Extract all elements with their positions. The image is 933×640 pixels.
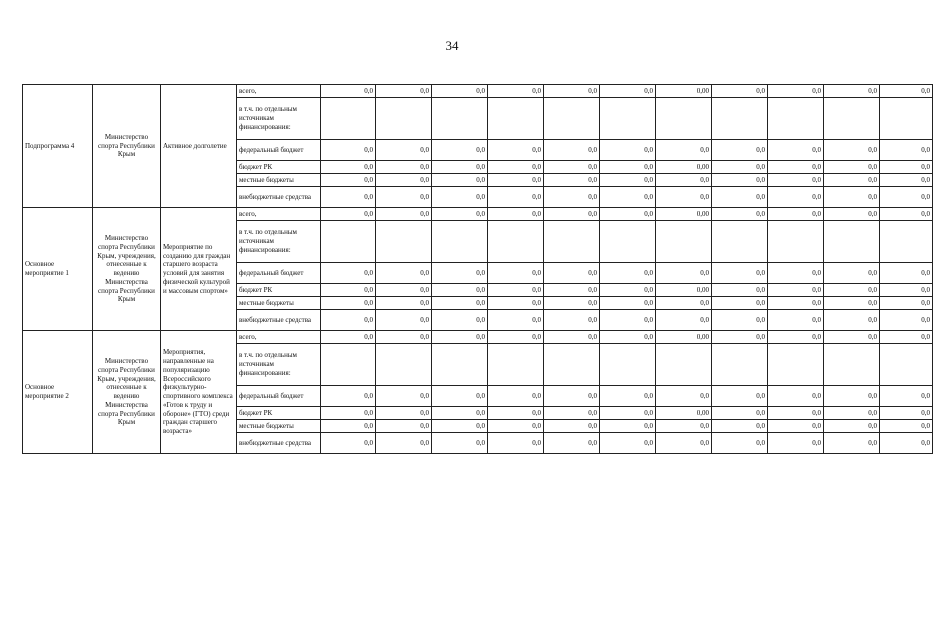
value-cell: 0,0: [321, 386, 376, 407]
value-cell: 0,0: [712, 208, 768, 221]
measure-cell: Активное долголетие: [161, 85, 237, 208]
value-cell: 0,0: [544, 297, 600, 310]
value-cell: [656, 344, 712, 386]
value-cell: 0,0: [656, 386, 712, 407]
value-cell: 0,0: [432, 263, 488, 284]
value-cell: 0,0: [768, 407, 824, 420]
value-cell: 0,0: [824, 208, 880, 221]
value-cell: 0,0: [488, 263, 544, 284]
value-cell: [544, 221, 600, 263]
value-cell: [600, 221, 656, 263]
value-cell: [432, 344, 488, 386]
funding-source-cell: местные бюджеты: [237, 420, 321, 433]
value-cell: 0,0: [600, 331, 656, 344]
value-cell: 0,0: [880, 85, 933, 98]
value-cell: 0,0: [488, 297, 544, 310]
funding-source-cell: федеральный бюджет: [237, 386, 321, 407]
value-cell: 0,0: [544, 263, 600, 284]
value-cell: 0,0: [488, 208, 544, 221]
value-cell: 0,0: [768, 161, 824, 174]
value-cell: 0,0: [600, 310, 656, 331]
value-cell: 0,0: [321, 174, 376, 187]
value-cell: 0,0: [321, 208, 376, 221]
value-cell: 0,0: [768, 386, 824, 407]
value-cell: [712, 344, 768, 386]
program-name-cell: Основное мероприятие 2: [23, 331, 93, 454]
value-cell: 0,0: [712, 284, 768, 297]
executor-cell: Министерство спорта Республики Крым, учреждения, отнесенные к ведению Министерства спорта Республики Крым: [93, 331, 161, 454]
value-cell: 0,0: [768, 263, 824, 284]
value-cell: 0,0: [880, 407, 933, 420]
program-name-cell: Основное мероприятие 1: [23, 208, 93, 331]
value-cell: 0,0: [544, 161, 600, 174]
value-cell: 0,0: [600, 161, 656, 174]
value-cell: 0,0: [432, 140, 488, 161]
funding-source-cell: внебюджетные средства: [237, 433, 321, 454]
value-cell: [544, 344, 600, 386]
value-cell: 0,0: [488, 140, 544, 161]
value-cell: 0,0: [432, 386, 488, 407]
value-cell: 0,0: [824, 297, 880, 310]
value-cell: [712, 98, 768, 140]
value-cell: 0,0: [488, 407, 544, 420]
value-cell: 0,0: [376, 174, 432, 187]
executor-cell: Министерство спорта Республики Крым: [93, 85, 161, 208]
value-cell: 0,0: [712, 263, 768, 284]
program-name-cell: Подпрограмма 4: [23, 85, 93, 208]
table-row: [23, 331, 933, 344]
value-cell: 0,00: [656, 331, 712, 344]
value-cell: 0,0: [712, 386, 768, 407]
value-cell: [544, 98, 600, 140]
table-row: [23, 208, 933, 221]
value-cell: 0,0: [712, 407, 768, 420]
value-cell: 0,0: [824, 433, 880, 454]
value-cell: 0,0: [768, 420, 824, 433]
value-cell: 0,0: [712, 433, 768, 454]
value-cell: 0,0: [880, 208, 933, 221]
funding-source-cell: в т.ч. по отдельным источникам финансирования:: [237, 344, 321, 386]
value-cell: 0,0: [544, 284, 600, 297]
value-cell: [880, 98, 933, 140]
value-cell: 0,0: [432, 161, 488, 174]
funding-source-cell: бюджет РК: [237, 407, 321, 420]
value-cell: 0,0: [656, 187, 712, 208]
value-cell: 0,0: [432, 174, 488, 187]
funding-source-cell: местные бюджеты: [237, 297, 321, 310]
value-cell: 0,0: [544, 174, 600, 187]
value-cell: 0,0: [376, 263, 432, 284]
value-cell: 0,0: [824, 263, 880, 284]
value-cell: 0,0: [656, 174, 712, 187]
value-cell: 0,0: [488, 331, 544, 344]
value-cell: 0,0: [880, 161, 933, 174]
value-cell: [880, 344, 933, 386]
value-cell: 0,0: [768, 297, 824, 310]
value-cell: 0,0: [432, 187, 488, 208]
value-cell: [824, 98, 880, 140]
budget-table: [22, 84, 933, 454]
value-cell: 0,0: [321, 433, 376, 454]
value-cell: 0,0: [712, 85, 768, 98]
measure-cell: Мероприятия, направленные на популяризацию Всероссийского физкультурно-спортивного комплекса «Готов к труду и обороне» (ГТО) среди граждан старшего возраста»: [161, 331, 237, 454]
value-cell: [600, 344, 656, 386]
value-cell: 0,0: [656, 263, 712, 284]
funding-source-cell: внебюджетные средства: [237, 310, 321, 331]
value-cell: [376, 221, 432, 263]
value-cell: 0,0: [488, 386, 544, 407]
value-cell: 0,0: [768, 140, 824, 161]
value-cell: 0,0: [824, 420, 880, 433]
value-cell: [321, 344, 376, 386]
value-cell: 0,0: [656, 420, 712, 433]
table-row: [23, 85, 933, 98]
value-cell: 0,0: [824, 174, 880, 187]
value-cell: 0,0: [376, 161, 432, 174]
value-cell: 0,0: [880, 174, 933, 187]
funding-source-cell: всего,: [237, 331, 321, 344]
value-cell: 0,0: [824, 140, 880, 161]
value-cell: 0,0: [712, 174, 768, 187]
value-cell: 0,0: [376, 187, 432, 208]
value-cell: 0,0: [768, 433, 824, 454]
value-cell: 0,0: [712, 331, 768, 344]
value-cell: 0,0: [321, 297, 376, 310]
value-cell: 0,0: [321, 407, 376, 420]
funding-source-cell: федеральный бюджет: [237, 140, 321, 161]
value-cell: 0,0: [824, 331, 880, 344]
value-cell: [376, 344, 432, 386]
value-cell: 0,0: [880, 433, 933, 454]
value-cell: 0,0: [432, 284, 488, 297]
value-cell: 0,00: [656, 407, 712, 420]
executor-cell: Министерство спорта Республики Крым, учреждения, отнесенные к ведению Министерства спорта Республики Крым: [93, 208, 161, 331]
value-cell: [824, 344, 880, 386]
value-cell: 0,0: [880, 310, 933, 331]
value-cell: 0,0: [656, 310, 712, 331]
value-cell: 0,0: [600, 386, 656, 407]
value-cell: [488, 98, 544, 140]
value-cell: 0,0: [321, 187, 376, 208]
value-cell: 0,0: [600, 297, 656, 310]
value-cell: [376, 98, 432, 140]
value-cell: 0,0: [321, 85, 376, 98]
value-cell: 0,0: [544, 85, 600, 98]
funding-source-cell: в т.ч. по отдельным источникам финансирования:: [237, 98, 321, 140]
value-cell: 0,0: [488, 161, 544, 174]
value-cell: 0,0: [600, 140, 656, 161]
value-cell: 0,0: [768, 85, 824, 98]
value-cell: [768, 98, 824, 140]
funding-source-cell: в т.ч. по отдельным источникам финансирования:: [237, 221, 321, 263]
value-cell: 0,0: [321, 331, 376, 344]
funding-source-cell: всего,: [237, 85, 321, 98]
value-cell: 0,0: [656, 433, 712, 454]
value-cell: [321, 221, 376, 263]
value-cell: 0,0: [600, 208, 656, 221]
value-cell: 0,0: [768, 310, 824, 331]
value-cell: 0,0: [824, 161, 880, 174]
value-cell: 0,0: [488, 420, 544, 433]
funding-source-cell: всего,: [237, 208, 321, 221]
value-cell: 0,0: [544, 208, 600, 221]
value-cell: 0,00: [656, 161, 712, 174]
value-cell: 0,0: [768, 174, 824, 187]
value-cell: 0,0: [824, 284, 880, 297]
value-cell: 0,00: [656, 208, 712, 221]
value-cell: 0,0: [432, 85, 488, 98]
value-cell: 0,0: [544, 187, 600, 208]
value-cell: 0,0: [880, 420, 933, 433]
value-cell: 0,0: [544, 407, 600, 420]
value-cell: 0,0: [880, 297, 933, 310]
value-cell: [432, 221, 488, 263]
value-cell: 0,0: [824, 386, 880, 407]
funding-source-cell: федеральный бюджет: [237, 263, 321, 284]
value-cell: [488, 344, 544, 386]
value-cell: 0,0: [880, 140, 933, 161]
value-cell: 0,0: [376, 284, 432, 297]
value-cell: [600, 98, 656, 140]
value-cell: 0,0: [880, 187, 933, 208]
value-cell: 0,0: [432, 433, 488, 454]
value-cell: 0,0: [321, 161, 376, 174]
value-cell: 0,0: [321, 420, 376, 433]
value-cell: 0,0: [376, 310, 432, 331]
value-cell: 0,0: [880, 331, 933, 344]
value-cell: 0,0: [600, 85, 656, 98]
value-cell: 0,0: [880, 386, 933, 407]
value-cell: 0,0: [376, 331, 432, 344]
value-cell: 0,0: [432, 407, 488, 420]
value-cell: 0,0: [376, 433, 432, 454]
value-cell: [488, 221, 544, 263]
value-cell: 0,0: [768, 187, 824, 208]
value-cell: 0,0: [768, 284, 824, 297]
value-cell: 0,0: [488, 284, 544, 297]
value-cell: 0,00: [656, 85, 712, 98]
value-cell: 0,0: [600, 433, 656, 454]
value-cell: 0,0: [376, 297, 432, 310]
value-cell: 0,0: [712, 420, 768, 433]
value-cell: [321, 98, 376, 140]
value-cell: 0,0: [600, 187, 656, 208]
value-cell: [768, 344, 824, 386]
value-cell: 0,0: [600, 420, 656, 433]
value-cell: [880, 221, 933, 263]
measure-cell: Мероприятие по созданию для граждан старшего возраста условий для занятия физической культурой и массовым спортом»: [161, 208, 237, 331]
value-cell: 0,0: [824, 187, 880, 208]
value-cell: 0,0: [712, 140, 768, 161]
value-cell: 0,0: [432, 420, 488, 433]
value-cell: [432, 98, 488, 140]
value-cell: 0,0: [768, 331, 824, 344]
value-cell: 0,0: [544, 386, 600, 407]
value-cell: 0,0: [376, 407, 432, 420]
value-cell: 0,0: [432, 310, 488, 331]
value-cell: 0,0: [712, 310, 768, 331]
value-cell: [656, 221, 712, 263]
value-cell: 0,0: [544, 420, 600, 433]
value-cell: 0,0: [321, 310, 376, 331]
value-cell: 0,0: [880, 263, 933, 284]
funding-source-cell: местные бюджеты: [237, 174, 321, 187]
value-cell: 0,0: [321, 140, 376, 161]
value-cell: 0,0: [824, 85, 880, 98]
value-cell: 0,0: [656, 140, 712, 161]
value-cell: 0,0: [544, 331, 600, 344]
value-cell: 0,00: [656, 284, 712, 297]
value-cell: 0,0: [376, 85, 432, 98]
value-cell: 0,0: [600, 284, 656, 297]
value-cell: 0,0: [488, 310, 544, 331]
value-cell: 0,0: [544, 310, 600, 331]
funding-source-cell: внебюджетные средства: [237, 187, 321, 208]
value-cell: 0,0: [712, 187, 768, 208]
value-cell: 0,0: [488, 174, 544, 187]
value-cell: 0,0: [376, 208, 432, 221]
value-cell: 0,0: [321, 284, 376, 297]
value-cell: 0,0: [824, 407, 880, 420]
value-cell: [824, 221, 880, 263]
value-cell: [656, 98, 712, 140]
value-cell: 0,0: [432, 208, 488, 221]
value-cell: 0,0: [432, 331, 488, 344]
value-cell: 0,0: [656, 297, 712, 310]
value-cell: 0,0: [600, 174, 656, 187]
funding-source-cell: бюджет РК: [237, 161, 321, 174]
value-cell: [712, 221, 768, 263]
funding-source-cell: бюджет РК: [237, 284, 321, 297]
value-cell: 0,0: [712, 297, 768, 310]
value-cell: 0,0: [376, 386, 432, 407]
value-cell: 0,0: [432, 297, 488, 310]
value-cell: 0,0: [600, 407, 656, 420]
value-cell: 0,0: [768, 208, 824, 221]
value-cell: 0,0: [824, 310, 880, 331]
value-cell: 0,0: [488, 187, 544, 208]
value-cell: 0,0: [488, 85, 544, 98]
value-cell: 0,0: [376, 140, 432, 161]
page-number: 34: [445, 38, 459, 53]
value-cell: 0,0: [600, 263, 656, 284]
value-cell: 0,0: [712, 161, 768, 174]
value-cell: 0,0: [544, 433, 600, 454]
value-cell: 0,0: [376, 420, 432, 433]
value-cell: 0,0: [488, 433, 544, 454]
value-cell: 0,0: [321, 263, 376, 284]
table-body: [23, 85, 933, 454]
value-cell: [768, 221, 824, 263]
value-cell: 0,0: [880, 284, 933, 297]
value-cell: 0,0: [544, 140, 600, 161]
